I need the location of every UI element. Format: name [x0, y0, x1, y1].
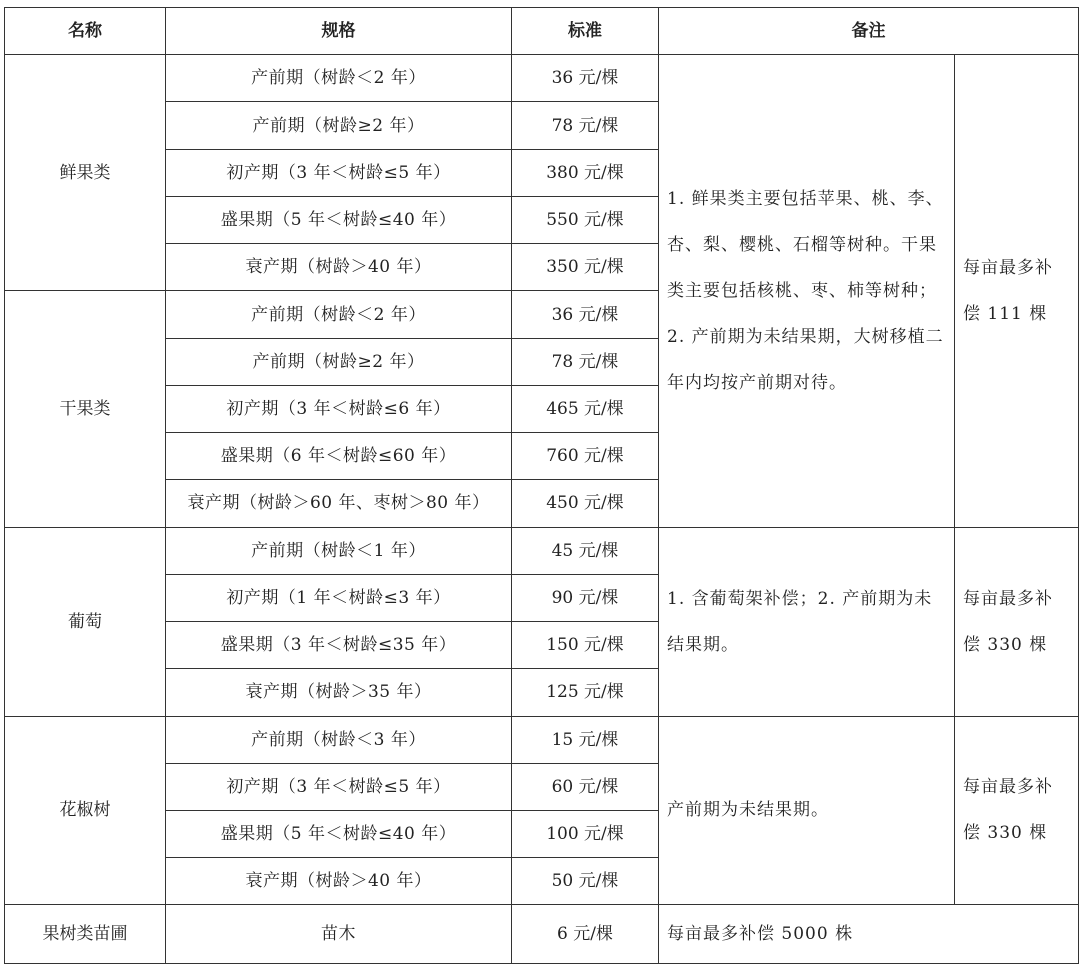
standard-cell: 36 元/棵 — [512, 55, 659, 102]
spec-cell: 衰产期（树龄＞40 年） — [166, 244, 512, 291]
table-row — [5, 905, 1079, 964]
standard-cell: 150 元/棵 — [512, 622, 659, 669]
spec-cell: 衰产期（树龄＞60 年、枣树＞80 年） — [166, 480, 512, 527]
header-spec: 规格 — [166, 8, 512, 55]
spec-cell: 产前期（树龄≥2 年） — [166, 102, 512, 149]
standard-cell: 36 元/棵 — [512, 291, 659, 338]
remarks-grape: 1. 含葡萄架补偿；2. 产前期为未结果期。 — [659, 527, 955, 716]
spec-cell: 衰产期（树龄＞35 年） — [166, 669, 512, 716]
limit-pepper: 每亩最多补偿 330 棵 — [955, 716, 1079, 905]
spec-cell: 苗木 — [166, 905, 512, 964]
standard-cell: 78 元/棵 — [512, 338, 659, 385]
standard-cell: 100 元/棵 — [512, 810, 659, 857]
standard-cell: 125 元/棵 — [512, 669, 659, 716]
standard-cell: 550 元/棵 — [512, 196, 659, 243]
standard-cell: 760 元/棵 — [512, 433, 659, 480]
group-name-grape: 葡萄 — [5, 527, 166, 716]
standard-cell: 450 元/棵 — [512, 480, 659, 527]
spec-cell: 初产期（3 年＜树龄≤6 年） — [166, 385, 512, 432]
spec-cell: 产前期（树龄＜1 年） — [166, 527, 512, 574]
limit-fruit: 每亩最多补偿 111 棵 — [955, 55, 1079, 527]
spec-cell: 盛果期（3 年＜树龄≤35 年） — [166, 622, 512, 669]
standard-cell: 90 元/棵 — [512, 574, 659, 621]
header-name: 名称 — [5, 8, 166, 55]
spec-cell: 衰产期（树龄＞40 年） — [166, 858, 512, 905]
spec-cell: 产前期（树龄＜2 年） — [166, 291, 512, 338]
spec-cell: 产前期（树龄＜2 年） — [166, 55, 512, 102]
standard-cell: 6 元/棵 — [512, 905, 659, 964]
remarks-nursery: 每亩最多补偿 5000 株 — [659, 905, 1079, 964]
spec-cell: 初产期（3 年＜树龄≤5 年） — [166, 149, 512, 196]
spec-cell: 盛果期（6 年＜树龄≤60 年） — [166, 433, 512, 480]
spec-cell: 产前期（树龄＜3 年） — [166, 716, 512, 763]
standard-cell: 50 元/棵 — [512, 858, 659, 905]
header-row — [5, 8, 1079, 55]
standard-cell: 380 元/棵 — [512, 149, 659, 196]
spec-cell: 初产期（3 年＜树龄≤5 年） — [166, 763, 512, 810]
spec-cell: 产前期（树龄≥2 年） — [166, 338, 512, 385]
standard-cell: 60 元/棵 — [512, 763, 659, 810]
spec-cell: 盛果期（5 年＜树龄≤40 年） — [166, 196, 512, 243]
header-remarks: 备注 — [659, 8, 1079, 55]
group-name-fresh-fruit: 鲜果类 — [5, 55, 166, 291]
remarks-pepper: 产前期为未结果期。 — [659, 716, 955, 905]
limit-grape: 每亩最多补偿 330 棵 — [955, 527, 1079, 716]
group-name-pepper: 花椒树 — [5, 716, 166, 905]
compensation-table — [4, 7, 1079, 964]
group-name-nursery: 果树类苗圃 — [5, 905, 166, 964]
spec-cell: 盛果期（5 年＜树龄≤40 年） — [166, 810, 512, 857]
standard-cell: 350 元/棵 — [512, 244, 659, 291]
standard-cell: 15 元/棵 — [512, 716, 659, 763]
standard-cell: 45 元/棵 — [512, 527, 659, 574]
header-standard: 标准 — [512, 8, 659, 55]
standard-cell: 465 元/棵 — [512, 385, 659, 432]
group-name-dried-fruit: 干果类 — [5, 291, 166, 527]
remarks-fruit: 1. 鲜果类主要包括苹果、桃、李、杏、梨、樱桃、石榴等树种。干果类主要包括核桃、枣、柿等树种；2. 产前期为未结果期，大树移植二年内均按产前期对待。 — [659, 55, 955, 527]
standard-cell: 78 元/棵 — [512, 102, 659, 149]
table-row — [5, 527, 1079, 574]
table-row — [5, 55, 1079, 102]
table-row — [5, 716, 1079, 763]
spec-cell: 初产期（1 年＜树龄≤3 年） — [166, 574, 512, 621]
